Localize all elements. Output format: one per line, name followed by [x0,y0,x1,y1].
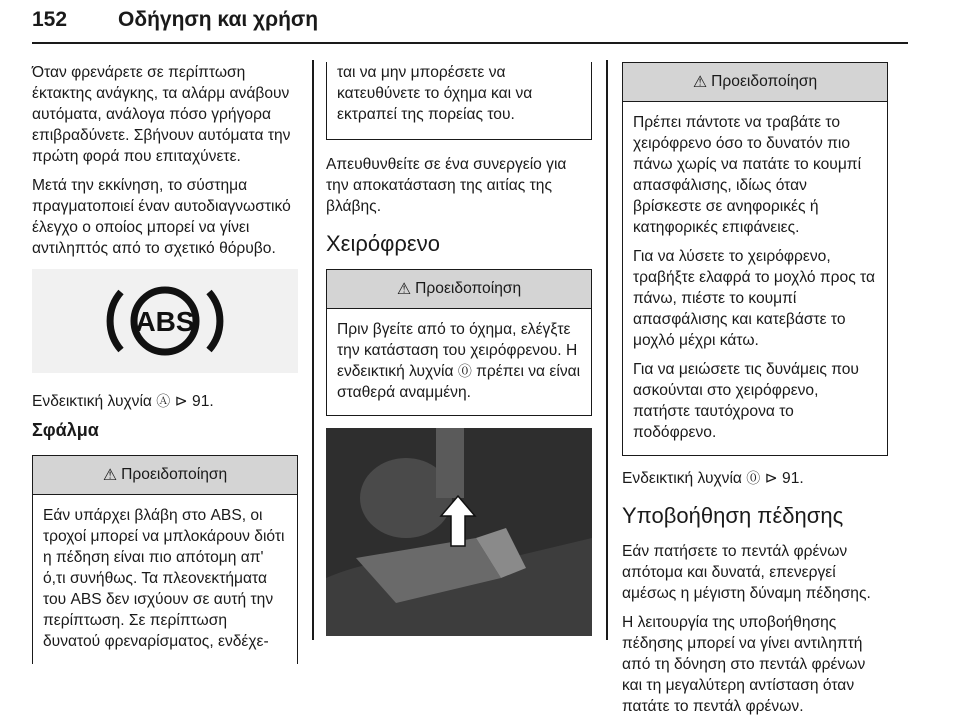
paragraph-brake-assist-1: Εάν πατήσετε το πεντάλ φρένων απότομα και δυνατά, επενεργεί αμέσως η μέγιστη δύναμη πέδησης. [622,543,871,602]
header-rule [32,42,908,44]
warning-header [327,270,591,309]
warning-title: Προειδοποίηση [121,466,228,483]
parking-brake-photo [326,428,592,636]
parking-brake-illustration [326,428,592,636]
page-title: Οδήγηση και χρήση [118,8,319,31]
warning-text-abs: Εάν υπάρχει βλάβη στο ABS, οι τροχοί μπορεί να μπλοκάρουν διότι η πέδηση είναι πιο απότομη απ' ό,τι συνήθως. Τα πλεονεκτήματα του ABS δεν ισχύουν σε αυτή την περίπτωση. Σε περίπτωση δυνατού φρεναρίσματος, ενδέχε- [43,507,285,650]
abs-caption-text: Ενδεικτική λυχνία [32,393,152,410]
abs-icon [95,276,235,366]
warning-title: Προειδοποίηση [415,280,522,297]
column-divider-1 [312,60,314,640]
warning-box-parking [326,269,592,416]
abs-indicator-illustration [32,269,298,373]
abs-caption [32,391,298,412]
brake-caption-text: Ενδεικτική λυχνία [622,470,742,487]
page-header [32,8,908,44]
page-number: 152 [32,8,68,31]
brake-caption-ref: 91. [782,470,804,487]
brake-lamp-icon: ⓪ [746,470,761,486]
warning-text-pull: Πρέπει πάντοτε να τραβάτε το χειρόφρενο όσο το δυνατόν πιο πάνω χωρίς να πατάτε το κουμπί απασφάλισης, ιδίως όταν βρίσκεστε σε ανηφορικές ή κατηφορικές επιφάνειες. [633,114,862,236]
warning-box-continuation [326,62,592,140]
warning-continuation-text: ται να μην μπορέσετε να κατευθύνετε το όχημα και να εκτραπεί της πορείας του. [337,64,533,123]
warning-triangle-icon: ⚠ [692,74,708,91]
warning-box-abs [32,455,298,664]
warning-text-release: Για να λύσετε το χειρόφρενο, τραβήξτε ελαφρά το μοχλό προς τα πάνω, πιέστε το κουμπί απασφάλισης και κατεβάστε το μοχλό μέχρι κάτω. [633,248,876,349]
paragraph-self-test: Μετά την εκκίνηση, το σύστημα πραγματοποιεί έναν αυτοδιαγνωστικό έλεγχο ο οποίος μπορεί να γίνει αντιληπτός από το σχετικό θόρυβο. [32,177,291,257]
warning-triangle-icon: ⚠ [396,281,412,298]
warning-header [33,456,297,495]
warning-header [623,63,887,102]
page-ref-icon: ⊳ [174,393,188,410]
warning-text-reduce-force: Για να μειώσετε τις δυνάμεις που ασκούνται στο χειρόφρενο, πατήστε ταυτόχρονα το ποδόφρενο. [633,361,859,441]
warning-title: Προειδοποίηση [711,73,818,90]
brake-lamp-icon: ⓪ [457,363,472,379]
warning-triangle-icon: ⚠ [102,467,118,484]
paragraph-workshop: Απευθυνθείτε σε ένα συνεργείο για την αποκατάσταση της αιτίας της βλάβης. [326,156,567,215]
page-ref-icon: ⊳ [764,470,778,487]
column-divider-2 [606,60,608,640]
paragraph-hazard-lights: Όταν φρενάρετε σε περίπτωση έκτακτης ανάγκης, τα αλάρμ ανάβουν αυτόματα, ανάλογα πόσο γρήγορα επιβραδύνετε. Σβήνουν αυτόματα την πρώτη φορά που επιταχύνετε. [32,64,291,165]
abs-caption-ref: 91. [192,393,214,410]
column-2 [326,62,592,636]
heading-brake-assist: Υποβοήθηση πέδησης [622,503,844,528]
column-3 [622,62,888,725]
column-1 [32,62,298,664]
brake-caption [622,468,888,489]
warning-box-parking-use [622,62,888,456]
warning-text-parking: Πριν βγείτε από το όχημα, ελέγξτε την κατάσταση του χειρόφρενου. Η ενδεικτική λυχνία ⓪ πρέπει να είναι σταθερά αναμμένη. [337,321,581,401]
abs-lamp-icon: Ⓐ [156,393,171,409]
abs-icon-label: ABS [135,306,195,337]
heading-parking-brake: Χειρόφρενο [326,231,440,256]
paragraph-brake-assist-2: Η λειτουργία της υποβοήθησης πέδησης μπορεί να γίνει αντιληπτή από τη δόνηση στο πεντάλ φρένων και τη μεγαλύτερη αντίσταση όταν πατάτε το πεντάλ φρένων. [622,614,866,715]
heading-error: Σφάλμα [32,420,99,440]
